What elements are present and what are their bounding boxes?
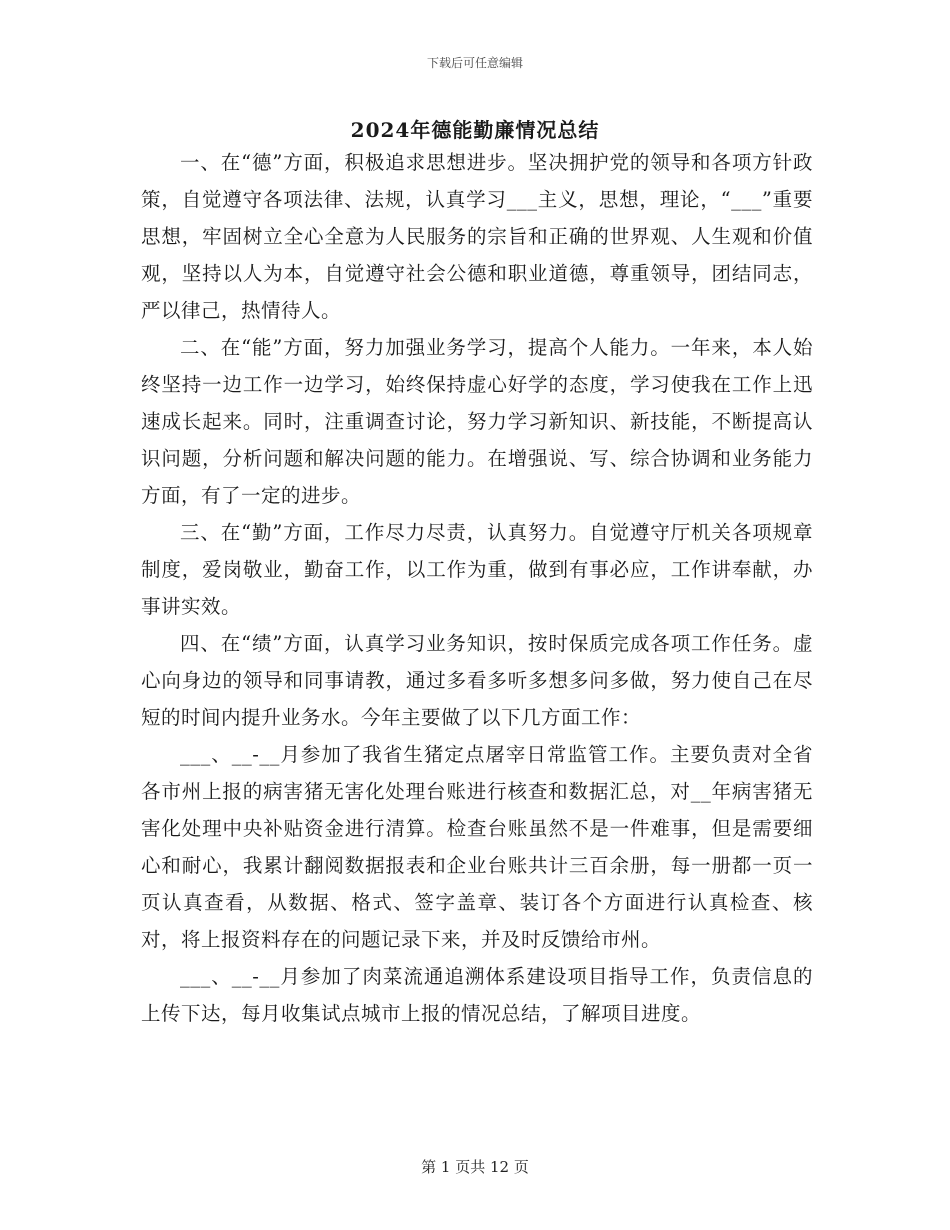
paragraph-neng: 二、在“能”方面，努力加强业务学习，提高个人能力。一年来，本人始终坚持一边工作一边学习，始终保持虚心好学的态度，学习使我在工作上迅速成长起来。同时，注重调查讨论，努力学习新知识、新技能，不断提高认识问题，分析问题和解决问题的能力。在增强说、写、综合协调和业务能力方面，有了一定的进步。: [141, 336, 813, 507]
paragraph-de: 一、在“德”方面，积极追求思想进步。坚决拥护党的领导和各项方针政策，自觉遵守各项法律、法规，认真学习___主义，思想，理论，“___”重要思想，牢固树立全心全意为人民服务的宗旨和正确的世界观、人生观和价值观，坚持以人为本，自觉遵守社会公德和职业道德，尊重领导，团结同志，严以律己，热情待人。: [141, 151, 813, 322]
paragraph-ji: 四、在“绩”方面，认真学习业务知识，按时保质完成各项工作任务。虚心向身边的领导和同事请教，通过多看多听多想多问多做，努力使自己在尽短的时间内提升业务水。今年主要做了以下几方面工作：: [141, 632, 813, 729]
page-footer: 第 1 页共 12 页: [421, 1158, 529, 1176]
paragraph-qin: 三、在“勤”方面，工作尽力尽责，认真努力。自觉遵守厅机关各项规章制度，爱岗敬业，勤奋工作，以工作为重，做到有事必应，工作讲奉献，办事讲实效。: [141, 521, 813, 618]
paragraph-work-item-1: ___、__-__月参加了我省生猪定点屠宰日常监管工作。主要负责对全省各市州上报的病害猪无害化处理台账进行核查和数据汇总，对__年病害猪无害化处理中央补贴资金进行清算。检查台账虽然不是一件难事，但是需要细心和耐心，我累计翻阅数据报表和企业台账共计三百余册，每一册都一页一页认真查看，从数据、格式、签字盖章、装订各个方面进行认真检查、核对，将上报资料存在的问题记录下来，并及时反馈给市州。: [141, 743, 813, 951]
header-note: 下载后可任意编辑: [426, 56, 523, 70]
document-body: [141, 144, 813, 1032]
document-title: 2024年德能勤廉情况总结: [350, 118, 600, 142]
paragraph-work-item-2: ___、__-__月参加了肉菜流通追溯体系建设项目指导工作，负责信息的上传下达，每月收集试点城市上报的情况总结，了解项目进度。: [141, 965, 813, 1025]
